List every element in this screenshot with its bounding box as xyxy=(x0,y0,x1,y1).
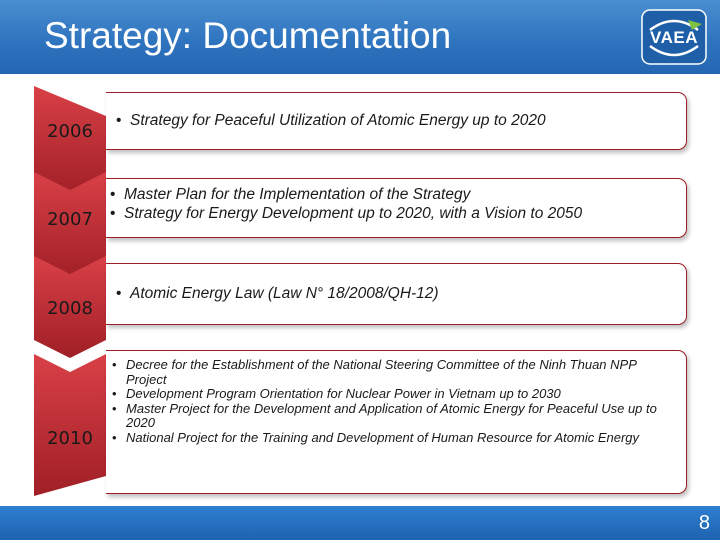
entry-box-2010 xyxy=(106,350,687,494)
entry-box-2007 xyxy=(106,178,687,238)
footer-bar xyxy=(0,506,720,540)
entry-item: • Master Plan for the Implementation of the Strategy xyxy=(110,185,686,204)
page-title: Strategy: Documentation xyxy=(44,15,452,56)
entry-item: • Strategy for Energy Development up to 2020, with a Vision to 2050 xyxy=(110,204,686,223)
entry-box-2008 xyxy=(106,263,687,325)
entry-item: • Development Program Orientation for Nuclear Power in Vietnam up to 2030 xyxy=(112,387,674,402)
entry-item: • Atomic Energy Law (Law N° 18/2008/QH-12) xyxy=(116,284,686,303)
year-label: 2007 xyxy=(47,209,93,230)
chevron-2010 xyxy=(34,354,106,496)
entry-box-2006 xyxy=(106,92,687,150)
logo-text: VAEA xyxy=(650,28,698,47)
year-label: 2010 xyxy=(47,428,93,449)
entry-item: • National Project for the Training and Development of Human Resource for Atomic Energy xyxy=(112,431,674,446)
page-number: 8 xyxy=(698,512,710,534)
entry-item: • Master Project for the Development and Application of Atomic Energy for Peaceful Use up to 2020 xyxy=(112,402,674,431)
year-label: 2008 xyxy=(47,298,93,319)
entry-item: • Strategy for Peaceful Utilization of Atomic Energy up to 2020 xyxy=(116,111,686,130)
year-label: 2006 xyxy=(47,121,93,142)
entry-item: • Decree for the Establishment of the National Steering Committee of the Ninh Thuan NPP Project xyxy=(112,358,674,387)
